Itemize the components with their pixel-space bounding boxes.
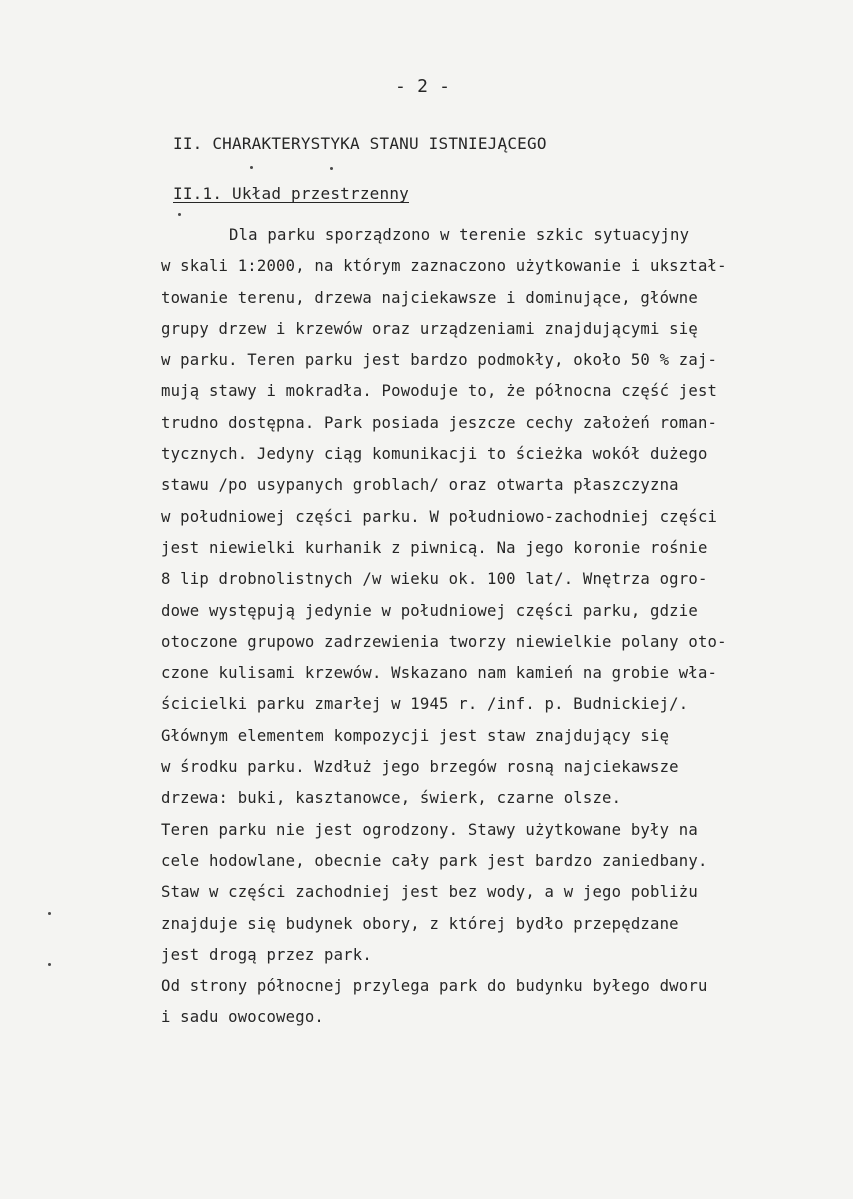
- text-line: Staw w części zachodniej jest bez wody, a w jego pobliżu: [161, 883, 698, 902]
- text-line: cele hodowlane, obecnie cały park jest bardzo zaniedbany.: [161, 851, 708, 870]
- text-line: Od strony północnej przylega park do budynku byłego dworu: [161, 977, 708, 996]
- text-line: w południowej części parku. W południowo-zachodniej części: [161, 507, 718, 526]
- section-title: II. CHARAKTERYSTYKA STANU ISTNIEJĄCEGO: [173, 134, 547, 153]
- margin-mark: [330, 167, 333, 170]
- subsection-title: II.1. Układ przestrzenny: [173, 184, 409, 203]
- text-line: tycznych. Jedyny ciąg komunikacji to ścieżka wokół dużego: [161, 445, 708, 464]
- text-line: jest drogą przez park.: [161, 945, 372, 964]
- margin-mark: [48, 963, 51, 966]
- text-line: towanie terenu, drzewa najciekawsze i dominujące, główne: [161, 288, 698, 307]
- text-line: trudno dostępna. Park posiada jeszcze cechy założeń roman-: [161, 413, 718, 432]
- text-line: drzewa: buki, kasztanowce, świerk, czarne olsze.: [161, 789, 622, 808]
- text-line: dowe występują jedynie w południowej części parku, gdzie: [161, 601, 698, 620]
- text-line: czone kulisami krzewów. Wskazano nam kamień na grobie wła-: [161, 664, 718, 683]
- body-text: [161, 220, 801, 1034]
- text-line: i sadu owocowego.: [161, 1008, 324, 1027]
- text-line: w środku parku. Wzdłuż jego brzegów rosną najciekawsze: [161, 758, 679, 777]
- margin-mark: [250, 166, 253, 169]
- margin-mark: [178, 213, 181, 216]
- text-line: w skali 1:2000, na którym zaznaczono użytkowanie i ukształ-: [161, 257, 727, 276]
- margin-mark: [48, 912, 51, 915]
- text-line: mują stawy i mokradła. Powoduje to, że północna część jest: [161, 382, 718, 401]
- text-line: Dla parku sporządzono w terenie szkic sytuacyjny: [229, 226, 690, 244]
- text-line: stawu /po usypanych groblach/ oraz otwarta płaszczyzna: [161, 476, 679, 495]
- text-line: ścicielki parku zmarłej w 1945 r. /inf. p. Budnickiej/.: [161, 695, 689, 714]
- page-number: - 2 -: [395, 76, 451, 97]
- text-line: 8 lip drobnolistnych /w wieku ok. 100 lat/. Wnętrza ogro-: [161, 570, 708, 589]
- text-line: otoczone grupowo zadrzewienia tworzy niewielkie polany oto-: [161, 632, 727, 651]
- text-line: w parku. Teren parku jest bardzo podmokły, około 50 % zaj-: [161, 351, 718, 370]
- text-line: Głównym elementem kompozycji jest staw znajdujący się: [161, 726, 670, 745]
- text-line: grupy drzew i krzewów oraz urządzeniami znajdującymi się: [161, 319, 698, 338]
- text-line: znajduje się budynek obory, z której bydło przepędzane: [161, 914, 679, 933]
- text-line: Teren parku nie jest ogrodzony. Stawy użytkowane były na: [161, 820, 698, 839]
- text-line: jest niewielki kurhanik z piwnicą. Na jego koronie rośnie: [161, 538, 708, 557]
